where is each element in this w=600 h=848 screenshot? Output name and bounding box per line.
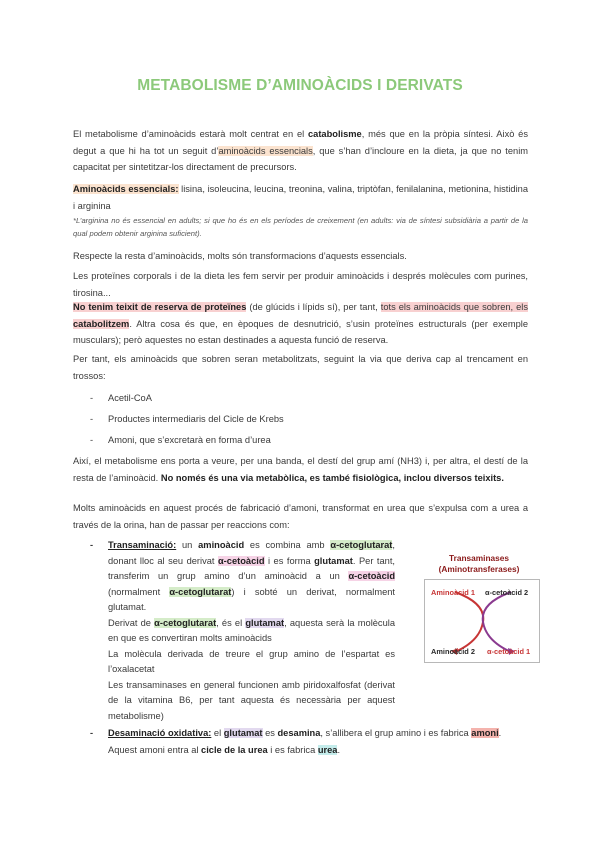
arginine-note: *L’arginina no és essencial en adults; si que ho és en els períodes de creixement (en adults: via de síntesi subsidiària a partir de la qual podem obtenir arginina suficient). [73,216,528,238]
diagram-frame [424,579,540,663]
rest-paragraph: Respecte la resta d’aminoàcids, molts són transformacions d’aquests essencials. [73,251,407,261]
transamination-label: Transaminació: [108,540,177,550]
list-item: - Acetil-CoA [90,393,152,403]
intro-paragraph: El metabolisme d’aminoàcids estarà molt centrat en el catabolisme, més que en la pròpia síntesi. Això és degut a que hi ha tot un seguit d’aminoàcids essencials, que s’han d’incloure en la dieta, ja que no tenim capacitat per sintetitzar-los directament de precursors. [73,129,529,172]
diagram-subtitle: (Aminotransferases) [438,564,520,574]
physiological-statement: No només és una via metabòlica, es també fisiològica, inclou diversos teixits. [160,472,504,483]
list-item: - Productes intermediaris del Cicle de Krebs [90,414,284,424]
ketoacid-2-label: α-cetoàcid 2 [485,588,529,597]
ketoacid-1-label: α-cetoàcid 1 [487,647,531,656]
essential-aminoacids-label: Aminoàcids essencials: [73,184,179,194]
aminoacid-1-label: Aminoàcid 1 [431,588,475,597]
catabolism-term: catabolisme [307,129,362,139]
essential-aminoacids-paragraph: Aminoàcids essencials: lisina, isoleucina, leucina, treonina, valina, triptòfan, fenilalanina, metionina, histidina i arginina [73,184,529,211]
diagram-title: Transaminases [449,553,509,563]
therefore-paragraph: Per tant, els aminoàcids que sobren seran metabolitzats, seguint la via que deriva cap al trencament en trossos: [73,354,528,381]
summary-paragraph: Així, el metabolisme ens porta a veure, per una banda, el destí del grup amí (NH3) i, per altra, el destí de la resta de l’aminoàcid. No només és una via metabòlica, es també fisiològica, inclou diversos teixits. [73,456,528,483]
catabolize-highlight: tots els aminoàcids que sobren, els catabolitzem [73,302,528,329]
purple-arc [483,592,511,652]
page-title: METABOLISME D’AMINOÀCIDS I DERIVATS [137,77,463,94]
reserve-paragraph: No tenim teixit de reserva de proteïnes (de glúcids i lípids sí), per tant, tots els aminoàcids que sobren, els catabolitzem. Altra cosa és que, en èpoques de desnutrició, s’usin proteïnes estructurals (per exemple musculars); però aquestes no estan destinades a aquesta funció de reserva. [73,302,528,345]
pathway-list [90,388,510,451]
essential-aminoacids-highlight: aminoàcids essencials [218,145,313,156]
transaminases-diagram [418,553,540,665]
aminoacid-2-label: Aminoàcid 2 [431,647,475,656]
transamination-item: - Transaminació: un aminoàcid es combina amb α-cetoglutarat, donant lloc al seu derivat α-cetoàcid i es forma glutamat. Per tant, transferim un grup amino d’un aminoàcid a un α-cetoàcid (normalment α-cetoglutarat) i sobté un derivat, normalment glutamat. Derivat de α-cetoglutarat, és el glutamat, aquesta serà la molècula en que es convertiran molts aminoàcids La molècula derivada de treure el grup amino de l’espartat es l’oxalacetat Les transaminases en general funcionen amb piridoxalfosfat (derivat de la vitamina B6, per tant aquesta és necessària per aquest metabolisme) [90,540,395,721]
red-arc [455,592,483,652]
proteins-paragraph: Les proteïnes corporals i de la dieta les fem servir per produir aminoàcids i després molècules com purines, tirosina... [73,271,528,298]
ammonia-paragraph: Molts aminoàcids en aquest procés de fabricació d’amoni, transformat en urea que s’expulsa com a urea a través de la orina, han de passar per reaccions com: [73,503,528,530]
deamination-item: - Desaminació oxidativa: el glutamat es desamina, s’allibera el grup amino i es fabrica amoni. Aquest amoni entra al cicle de la urea i es fabrica urea. [90,728,502,755]
no-reserve-highlight: No tenim teixit de reserva de proteïnes [73,302,247,312]
list-item: - Amoni, que s’excretarà en forma d’urea [90,435,271,445]
deamination-label: Desaminació oxidativa: [108,728,212,738]
